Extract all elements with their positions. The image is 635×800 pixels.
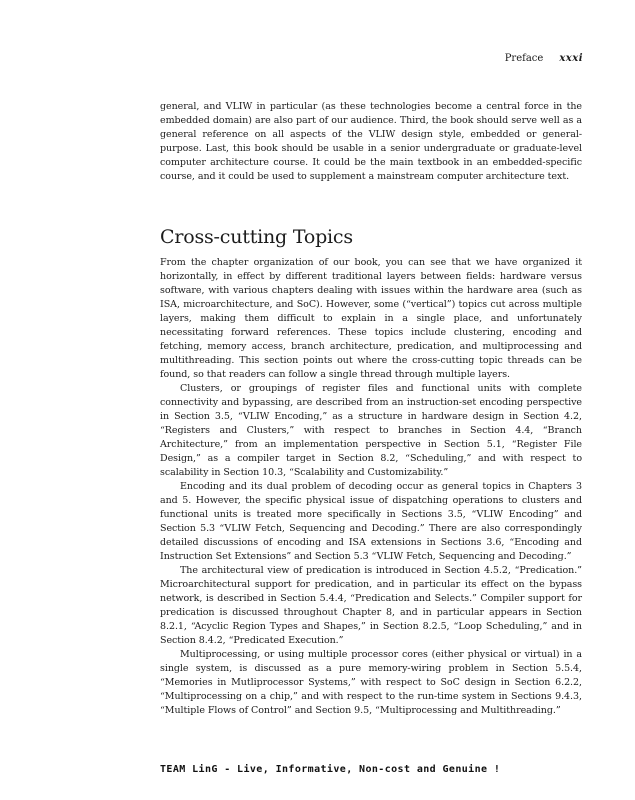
running-head-section: Preface [504, 53, 544, 64]
body-paragraph-1: From the chapter organization of our book, you can see that we have organized it horizontally, in effect by different traditional layers between fields: hardware versus software, with various chapters dealing with issues within the hardware area (such as ISA, microarchitecture, and SoC). However, some (“vertical”) topics cut across multiple layers, making them difficult to explain in a single place, and unfortunately necessitating forward references. These topics include clustering, encoding and fetching, memory access, branch architecture, predication, and multiprocessing and multithreading. This section points out where the cross-cutting topic threads can be found, so that readers can follow a single thread through multiple layers. [160, 257, 582, 380]
body-paragraph-2: Clusters, or groupings of register files and functional units with complete connectivity and bypassing, are described from an instruction-set encoding perspective in Section 3.5, “VLIW Encoding,” as a structure in hardware design in Section 4.2, “Registers and Clusters,” with respect to branches in Section 4.4, “Branch Architecture,” from an implementation perspective in Section 5.1, “Register File Design,” as a compiler target in Section 8.2, “Scheduling,” and with respect to scalability in Section 10.3, “Scalability and Customizability.” [160, 383, 582, 478]
intro-paragraph: general, and VLIW in particular (as these technologies become a central force in the embedded domain) are also part of our audience. Third, the book should serve well as a general reference on all aspects of the VLIW design style, embedded or general-purpose. Last, this book should be usable in a senior undergraduate or graduate-level computer architecture course. It could be the main textbook in an embedded-specific course, and it could be used to supplement a mainstream computer architecture text. [160, 101, 582, 182]
intro-text-block [160, 100, 582, 184]
section-body [160, 256, 582, 718]
footer-watermark: TEAM LinG - Live, Informative, Non-cost and Genuine ! [160, 764, 501, 775]
section-heading: Cross-cutting Topics [160, 226, 353, 248]
page-number: xxxi [559, 53, 583, 64]
body-paragraph-5: Multiprocessing, or using multiple processor cores (either physical or virtual) in a single system, is discussed as a pure memory-wiring problem in Section 5.5.4, “Memories in Mutliprocessor Systems,” with respect to SoC design in Section 6.2.2, “Multiprocessing on a chip,” and with respect to the run-time system in Sections 9.4.3, “Multiple Flows of Control” and Section 9.5, “Multiprocessing and Multithreading.” [160, 649, 582, 716]
running-head [505, 53, 583, 64]
body-paragraph-4: The architectural view of predication is introduced in Section 4.5.2, “Predication.” Microarchitectural support for predication, and in particular its effect on the bypass network, is described in Section 5.4.4, “Predication and Selects.” Compiler support for predication is discussed throughout Chapter 8, and in particular appears in Section 8.2.1, “Acyclic Region Types and Shapes,” in Section 8.2.5, “Loop Scheduling,” and in Section 8.4.2, “Predicated Execution.” [160, 565, 582, 646]
body-paragraph-3: Encoding and its dual problem of decoding occur as general topics in Chapters 3 and 5. However, the specific physical issue of dispatching operations to clusters and functional units is treated more specifically in Sections 3.5, “VLIW Encoding” and Section 5.3 “VLIW Fetch, Sequencing and Decoding.” There are also correspondingly detailed discussions of encoding and ISA extensions in Sections 3.6, “Encoding and Instruction Set Extensions” and Section 5.3 “VLIW Fetch, Sequencing and Decoding.” [160, 481, 582, 562]
